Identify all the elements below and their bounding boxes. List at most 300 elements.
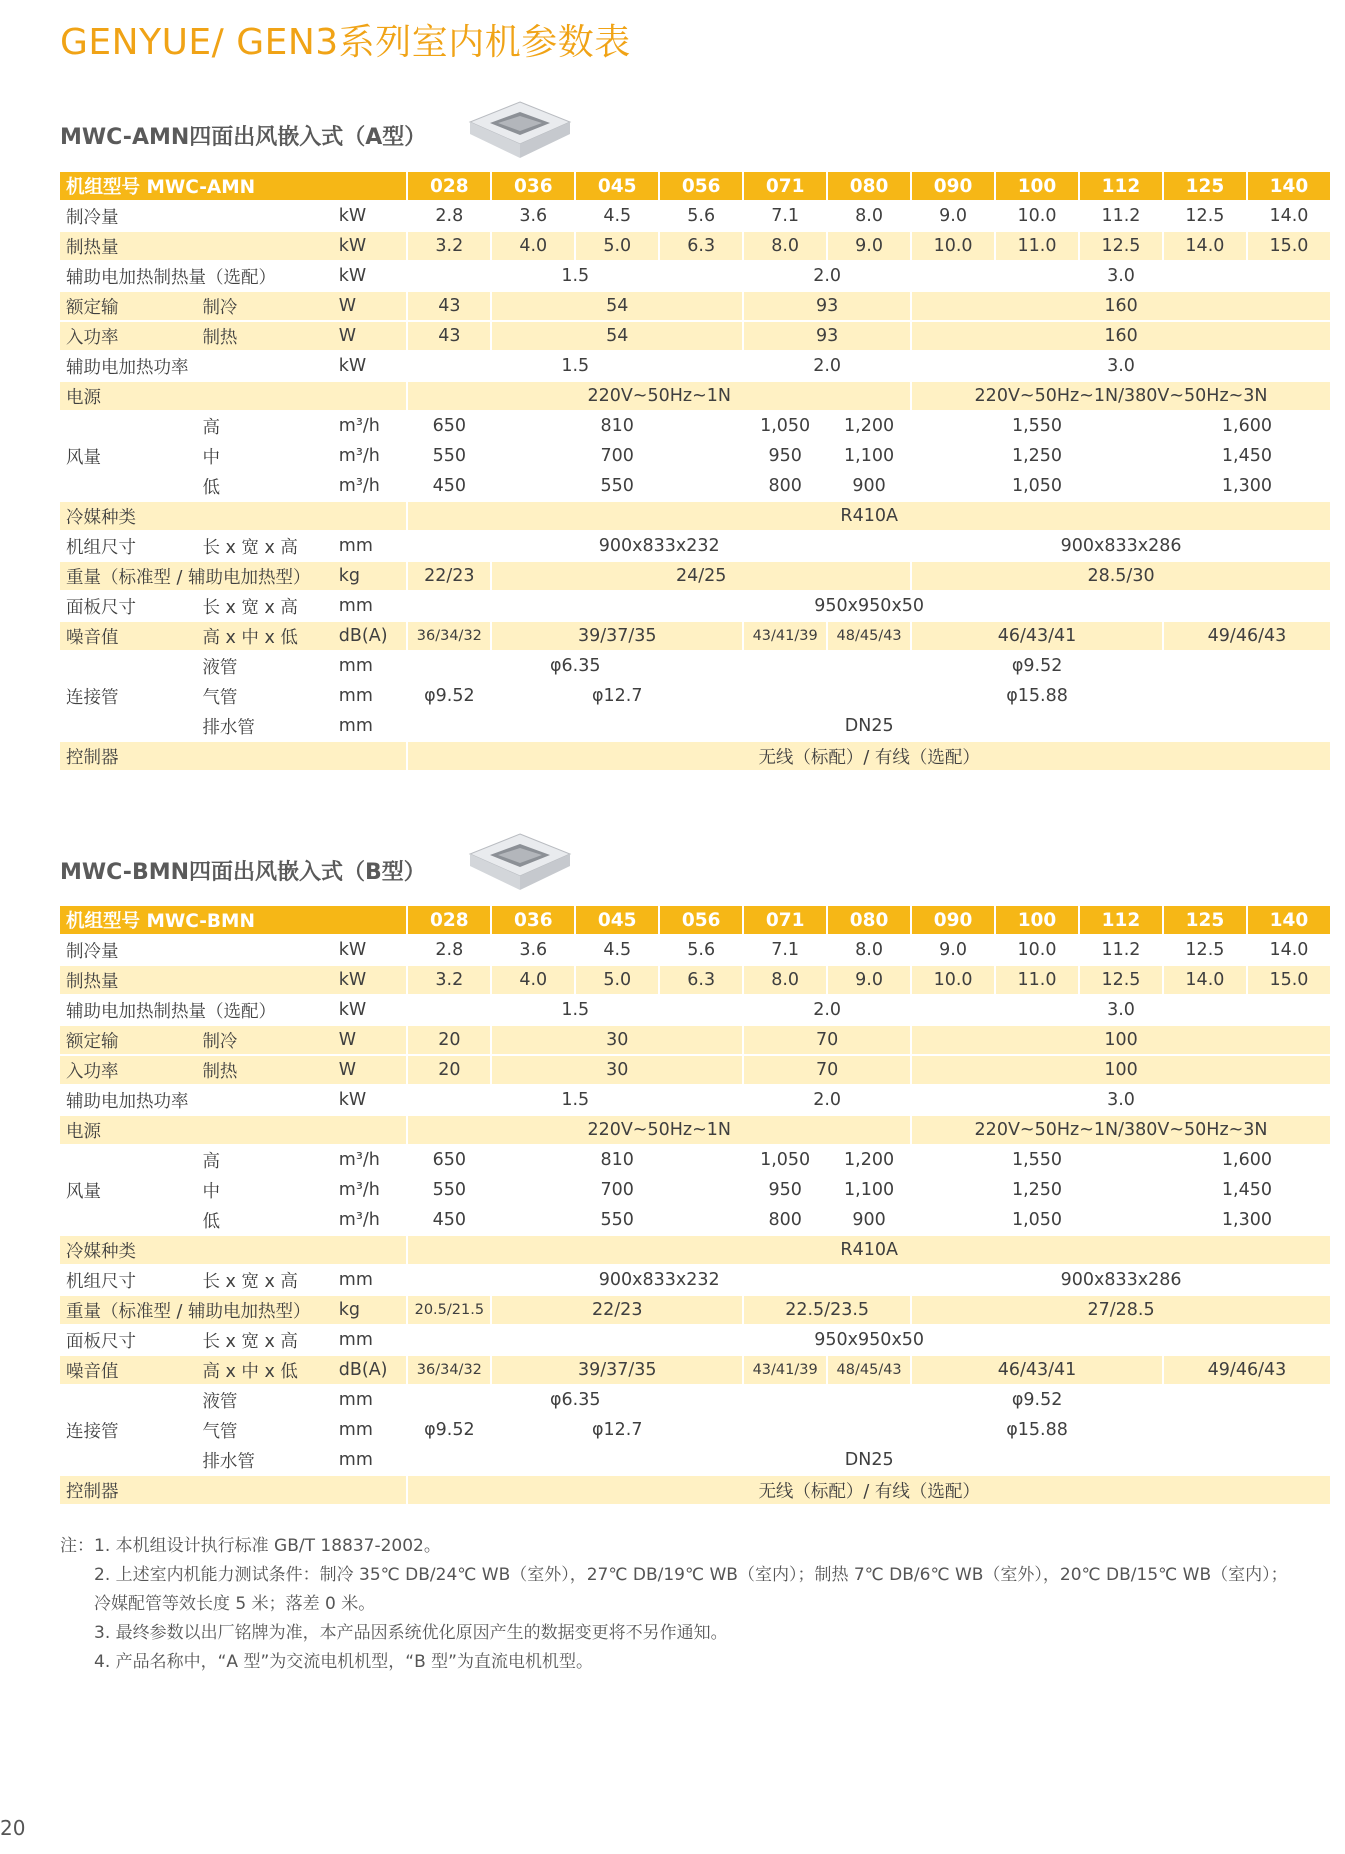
row-sublabel: 长 x 宽 x 高 xyxy=(196,532,330,562)
row-sublabel: 长 x 宽 x 高 xyxy=(196,1266,330,1296)
unit-label: dB(A) xyxy=(331,1356,407,1386)
unit-label: mm xyxy=(331,1446,407,1476)
value-cell: 1.5 xyxy=(406,352,742,382)
value-cell: 5.6 xyxy=(658,202,742,232)
value-cell: 2.0 xyxy=(742,262,910,292)
unit-label: W xyxy=(331,1056,407,1086)
value-cell: 8.0 xyxy=(826,202,910,232)
row-pipe-gas xyxy=(60,1416,1330,1446)
value-cell: 650 xyxy=(406,1146,490,1176)
value-cell: 550 xyxy=(490,1206,742,1236)
value-cell: 1.5 xyxy=(406,1086,742,1116)
value-cell: 700 xyxy=(490,1176,742,1206)
value-cell: 1,050 xyxy=(742,412,826,442)
row-label: 电源 xyxy=(60,1116,406,1146)
value-cell: 950x950x50 xyxy=(406,592,1330,622)
value-cell: 9.0 xyxy=(826,966,910,996)
unit-label: mm xyxy=(331,712,407,742)
value-cell: 650 xyxy=(406,412,490,442)
value-cell: 4.0 xyxy=(490,232,574,262)
value-cell: 900x833x232 xyxy=(406,1266,910,1296)
value-cell: 43/41/39 xyxy=(742,622,826,652)
value-cell: 48/45/43 xyxy=(826,622,910,652)
model-header-label: 机组型号 MWC-AMN xyxy=(60,172,406,202)
value-cell: 8.0 xyxy=(742,232,826,262)
value-cell: 8.0 xyxy=(826,936,910,966)
value-cell: 3.0 xyxy=(910,262,1330,292)
row-airflow-high xyxy=(60,1146,1330,1176)
unit-label: kW xyxy=(331,996,407,1026)
row-sublabel: 气管 xyxy=(196,682,330,712)
value-cell: 28.5/30 xyxy=(910,562,1330,592)
row-label: 辅助电加热功率 xyxy=(60,352,331,382)
page-title: GENYUE/ GEN3系列室内机参数表 xyxy=(60,22,631,63)
row-rated-power-heating xyxy=(60,322,1330,352)
unit-label: m³/h xyxy=(331,1146,407,1176)
value-cell: 14.0 xyxy=(1246,936,1330,966)
row-label: 额定输 xyxy=(60,1026,196,1056)
value-cell: 1,300 xyxy=(1162,472,1330,502)
model-code: 036 xyxy=(490,172,574,202)
value-cell: 3.2 xyxy=(406,966,490,996)
row-noise xyxy=(60,1356,1330,1386)
row-sublabel: 制热 xyxy=(196,322,330,352)
row-refrigerant xyxy=(60,502,1330,532)
value-cell: 900x833x232 xyxy=(406,532,910,562)
value-cell: 2.0 xyxy=(742,1086,910,1116)
spec-table-a xyxy=(60,172,1330,772)
value-cell: 900x833x286 xyxy=(910,1266,1330,1296)
value-cell: 1,200 xyxy=(826,1146,910,1176)
row-sublabel: 液管 xyxy=(196,1386,330,1416)
row-sublabel: 排水管 xyxy=(196,712,330,742)
cassette-ac-unit-icon xyxy=(468,832,572,892)
value-cell: φ12.7 xyxy=(490,682,742,712)
value-cell: 9.0 xyxy=(910,936,994,966)
value-cell: 11.0 xyxy=(994,232,1078,262)
value-cell: 900 xyxy=(826,472,910,502)
unit-label: kW xyxy=(331,262,407,292)
row-panel-size xyxy=(60,1326,1330,1356)
row-airflow-mid xyxy=(60,442,1330,472)
row-controller xyxy=(60,742,1330,772)
value-cell: φ6.35 xyxy=(406,652,742,682)
value-cell: 1,600 xyxy=(1162,412,1330,442)
row-label: 辅助电加热制热量（选配） xyxy=(60,262,331,292)
value-cell: 11.2 xyxy=(1078,202,1162,232)
unit-label: mm xyxy=(331,652,407,682)
value-cell: 12.5 xyxy=(1078,232,1162,262)
model-code: 112 xyxy=(1078,172,1162,202)
row-label: 机组尺寸 xyxy=(60,532,196,562)
value-cell: 46/43/41 xyxy=(910,1356,1162,1386)
value-cell: 54 xyxy=(490,292,742,322)
value-cell: φ9.52 xyxy=(742,1386,1330,1416)
unit-label: dB(A) xyxy=(331,622,407,652)
value-cell: 1,050 xyxy=(910,1206,1162,1236)
row-label: 控制器 xyxy=(60,1476,406,1506)
value-cell: 100 xyxy=(910,1056,1330,1086)
unit-label: kW xyxy=(331,202,407,232)
unit-label: mm xyxy=(331,1386,407,1416)
value-cell: 20 xyxy=(406,1056,490,1086)
value-cell: 70 xyxy=(742,1056,910,1086)
value-cell: 30 xyxy=(490,1026,742,1056)
value-cell: 9.0 xyxy=(910,202,994,232)
value-cell: φ9.52 xyxy=(406,1416,490,1446)
row-power-supply xyxy=(60,382,1330,412)
value-cell: 700 xyxy=(490,442,742,472)
row-pipe-liquid xyxy=(60,1386,1330,1416)
unit-label: W xyxy=(331,322,407,352)
row-label: 噪音值 xyxy=(60,622,196,652)
value-cell: 1,450 xyxy=(1162,442,1330,472)
value-cell: 9.0 xyxy=(826,232,910,262)
row-sublabel: 高 xyxy=(196,1146,330,1176)
row-label: 制热量 xyxy=(60,232,331,262)
row-sublabel: 气管 xyxy=(196,1416,330,1446)
model-code: 090 xyxy=(910,172,994,202)
value-cell: 39/37/35 xyxy=(490,1356,742,1386)
value-cell: 3.6 xyxy=(490,936,574,966)
value-cell: 10.0 xyxy=(994,936,1078,966)
row-unit-size xyxy=(60,532,1330,562)
value-cell: 3.2 xyxy=(406,232,490,262)
row-heating-capacity xyxy=(60,232,1330,262)
value-cell: φ6.35 xyxy=(406,1386,742,1416)
value-cell: 1,300 xyxy=(1162,1206,1330,1236)
value-cell: 1,200 xyxy=(826,412,910,442)
spec-table-b xyxy=(60,906,1330,1506)
value-cell: 900 xyxy=(826,1206,910,1236)
row-label: 重量（标准型 / 辅助电加热型） xyxy=(60,562,331,592)
value-cell: φ12.7 xyxy=(490,1416,742,1446)
unit-label: m³/h xyxy=(331,1206,407,1236)
value-cell: φ15.88 xyxy=(742,682,1330,712)
model-code: 125 xyxy=(1162,172,1246,202)
value-cell: 2.8 xyxy=(406,936,490,966)
value-cell: 950 xyxy=(742,442,826,472)
unit-label: W xyxy=(331,1026,407,1056)
value-cell: 10.0 xyxy=(994,202,1078,232)
row-sublabel: 排水管 xyxy=(196,1446,330,1476)
row-cooling-capacity xyxy=(60,202,1330,232)
value-cell: 810 xyxy=(490,1146,742,1176)
note-item xyxy=(60,1532,1288,1561)
row-sublabel: 低 xyxy=(196,472,330,502)
section-title-a: MWC-AMN四面出风嵌入式（A型） xyxy=(60,125,427,150)
row-label: 制冷量 xyxy=(60,936,331,966)
value-cell: 2.8 xyxy=(406,202,490,232)
value-cell: 1,050 xyxy=(910,472,1162,502)
row-noise xyxy=(60,622,1330,652)
row-heating-capacity xyxy=(60,966,1330,996)
value-cell: 93 xyxy=(742,292,910,322)
section-title-b: MWC-BMN四面出风嵌入式（B型） xyxy=(60,860,426,885)
table-header-row xyxy=(60,906,1330,936)
model-code: 140 xyxy=(1246,172,1330,202)
value-cell: 100 xyxy=(910,1026,1330,1056)
row-cooling-capacity xyxy=(60,936,1330,966)
unit-label: kW xyxy=(331,1086,407,1116)
value-cell: 1,450 xyxy=(1162,1176,1330,1206)
value-cell: 54 xyxy=(490,322,742,352)
value-cell: 7.1 xyxy=(742,202,826,232)
model-code: 125 xyxy=(1162,906,1246,936)
value-cell: 5.0 xyxy=(574,966,658,996)
value-cell: 14.0 xyxy=(1162,966,1246,996)
row-sublabel: 中 xyxy=(196,1176,330,1206)
unit-label: mm xyxy=(331,532,407,562)
value-cell: 15.0 xyxy=(1246,966,1330,996)
row-rated-power-cooling xyxy=(60,1026,1330,1056)
row-label: 面板尺寸 xyxy=(60,1326,196,1356)
value-cell: 1,050 xyxy=(742,1146,826,1176)
unit-label: kW xyxy=(331,232,407,262)
row-label: 风量 xyxy=(60,412,196,502)
note-text: 1. 本机组设计执行标准 GB/T 18837-2002。 xyxy=(94,1536,441,1556)
row-airflow-low xyxy=(60,472,1330,502)
row-sublabel: 高 xyxy=(196,412,330,442)
unit-label: mm xyxy=(331,1266,407,1296)
row-label: 辅助电加热功率 xyxy=(60,1086,331,1116)
value-cell: 48/45/43 xyxy=(826,1356,910,1386)
value-cell: 550 xyxy=(406,442,490,472)
unit-label: m³/h xyxy=(331,472,407,502)
value-cell: 2.0 xyxy=(742,996,910,1026)
row-sublabel: 制热 xyxy=(196,1056,330,1086)
model-code: 071 xyxy=(742,172,826,202)
value-cell: 24/25 xyxy=(490,562,910,592)
unit-label: kW xyxy=(331,352,407,382)
row-controller xyxy=(60,1476,1330,1506)
value-cell: 7.1 xyxy=(742,936,826,966)
row-label: 入功率 xyxy=(60,322,196,352)
value-cell: 5.0 xyxy=(574,232,658,262)
value-cell: 1,600 xyxy=(1162,1146,1330,1176)
row-label: 电源 xyxy=(60,382,406,412)
value-cell: 11.0 xyxy=(994,966,1078,996)
model-code: 100 xyxy=(994,172,1078,202)
row-power-supply xyxy=(60,1116,1330,1146)
note-item: 4. 产品名称中，“A 型”为交流电机机型，“B 型”为直流电机机型。 xyxy=(94,1652,593,1672)
value-cell: 450 xyxy=(406,472,490,502)
value-cell: 46/43/41 xyxy=(910,622,1162,652)
row-sublabel: 高 x 中 x 低 xyxy=(196,1356,330,1386)
row-airflow-mid xyxy=(60,1176,1330,1206)
value-cell: 14.0 xyxy=(1162,232,1246,262)
model-code: 045 xyxy=(574,906,658,936)
value-cell: 8.0 xyxy=(742,966,826,996)
unit-label: m³/h xyxy=(331,1176,407,1206)
row-aux-heating-capacity xyxy=(60,996,1330,1026)
row-label: 噪音值 xyxy=(60,1356,196,1386)
row-label: 连接管 xyxy=(60,1386,196,1476)
value-cell: 10.0 xyxy=(910,232,994,262)
value-cell: 93 xyxy=(742,322,910,352)
value-cell: 550 xyxy=(406,1176,490,1206)
unit-label: kg xyxy=(331,562,407,592)
note-item: 3. 最终参数以出厂铭牌为准，本产品因系统优化原因产生的数据变更将不另作通知。 xyxy=(94,1623,728,1643)
value-cell: 20 xyxy=(406,1026,490,1056)
value-cell: 3.6 xyxy=(490,202,574,232)
row-airflow-high xyxy=(60,412,1330,442)
value-cell: 22/23 xyxy=(406,562,490,592)
value-cell: 43 xyxy=(406,322,490,352)
value-cell: 1,100 xyxy=(826,1176,910,1206)
row-panel-size xyxy=(60,592,1330,622)
model-header-label: 机组型号 MWC-BMN xyxy=(60,906,406,936)
value-cell: 6.3 xyxy=(658,966,742,996)
row-rated-power-cooling xyxy=(60,292,1330,322)
value-cell: 5.6 xyxy=(658,936,742,966)
value-cell: 30 xyxy=(490,1056,742,1086)
unit-label: m³/h xyxy=(331,442,407,472)
value-cell: 1,250 xyxy=(910,1176,1162,1206)
note-item: 2. 上述室内机能力测试条件：制冷 35℃ DB/24℃ WB（室外），27℃ DB/19℃ WB（室内）；制热 7℃ DB/6℃ WB（室外），20℃ DB/15℃ WB（室内）； xyxy=(94,1565,1288,1585)
row-label: 重量（标准型 / 辅助电加热型） xyxy=(60,1296,331,1326)
value-cell: 36/34/32 xyxy=(406,622,490,652)
value-cell: 1,550 xyxy=(910,1146,1162,1176)
value-cell: 800 xyxy=(742,1206,826,1236)
model-code: 112 xyxy=(1078,906,1162,936)
page-number: 20 xyxy=(0,1816,26,1840)
value-cell: 22.5/23.5 xyxy=(742,1296,910,1326)
row-sublabel: 低 xyxy=(196,1206,330,1236)
notes xyxy=(60,1532,1288,1677)
unit-label: W xyxy=(331,292,407,322)
row-aux-heating-capacity xyxy=(60,262,1330,292)
value-cell: 160 xyxy=(910,322,1330,352)
value-cell: 10.0 xyxy=(910,966,994,996)
note-item: 冷媒配管等效长度 5 米；落差 0 米。 xyxy=(94,1594,376,1614)
value-cell: 1,100 xyxy=(826,442,910,472)
value-cell: 1.5 xyxy=(406,996,742,1026)
value-cell: 22/23 xyxy=(490,1296,742,1326)
row-label: 入功率 xyxy=(60,1056,196,1086)
value-cell: 无线（标配）/ 有线（选配） xyxy=(406,1476,1330,1506)
unit-label: mm xyxy=(331,1326,407,1356)
row-pipe-drain xyxy=(60,712,1330,742)
value-cell: 3.0 xyxy=(910,996,1330,1026)
model-code: 045 xyxy=(574,172,658,202)
unit-label: mm xyxy=(331,592,407,622)
unit-label: mm xyxy=(331,1416,407,1446)
unit-label: kg xyxy=(331,1296,407,1326)
value-cell: 450 xyxy=(406,1206,490,1236)
unit-label: kW xyxy=(331,936,407,966)
value-cell: φ9.52 xyxy=(742,652,1330,682)
row-sublabel: 中 xyxy=(196,442,330,472)
model-code: 036 xyxy=(490,906,574,936)
value-cell: 49/46/43 xyxy=(1162,622,1330,652)
table-header-row xyxy=(60,172,1330,202)
notes-lead: 注： xyxy=(60,1536,94,1556)
value-cell: 20.5/21.5 xyxy=(406,1296,490,1326)
row-sublabel: 制冷 xyxy=(196,1026,330,1056)
value-cell: 550 xyxy=(490,472,742,502)
value-cell: 810 xyxy=(490,412,742,442)
model-code: 090 xyxy=(910,906,994,936)
value-cell: 220V~50Hz~1N xyxy=(406,382,910,412)
model-code: 056 xyxy=(658,172,742,202)
value-cell: DN25 xyxy=(406,712,1330,742)
value-cell: 36/34/32 xyxy=(406,1356,490,1386)
value-cell: R410A xyxy=(406,1236,1330,1266)
value-cell: φ15.88 xyxy=(742,1416,1330,1446)
row-label: 冷媒种类 xyxy=(60,502,406,532)
row-sublabel: 高 x 中 x 低 xyxy=(196,622,330,652)
row-unit-size xyxy=(60,1266,1330,1296)
unit-label: m³/h xyxy=(331,412,407,442)
value-cell: DN25 xyxy=(406,1446,1330,1476)
row-label: 辅助电加热制热量（选配） xyxy=(60,996,331,1026)
row-label: 制热量 xyxy=(60,966,331,996)
value-cell: 220V~50Hz~1N/380V~50Hz~3N xyxy=(910,1116,1330,1146)
model-code: 071 xyxy=(742,906,826,936)
value-cell: 950x950x50 xyxy=(406,1326,1330,1356)
row-label: 面板尺寸 xyxy=(60,592,196,622)
row-label: 制冷量 xyxy=(60,202,331,232)
row-refrigerant xyxy=(60,1236,1330,1266)
value-cell: 4.5 xyxy=(574,936,658,966)
value-cell: 800 xyxy=(742,472,826,502)
value-cell: 12.5 xyxy=(1162,202,1246,232)
value-cell: 1,250 xyxy=(910,442,1162,472)
value-cell: 15.0 xyxy=(1246,232,1330,262)
value-cell: 49/46/43 xyxy=(1162,1356,1330,1386)
row-aux-heating-power xyxy=(60,352,1330,382)
value-cell: 220V~50Hz~1N/380V~50Hz~3N xyxy=(910,382,1330,412)
value-cell: 11.2 xyxy=(1078,936,1162,966)
row-sublabel: 长 x 宽 x 高 xyxy=(196,1326,330,1356)
row-pipe-gas xyxy=(60,682,1330,712)
model-code: 100 xyxy=(994,906,1078,936)
cassette-ac-unit-icon xyxy=(468,100,572,160)
value-cell: 160 xyxy=(910,292,1330,322)
model-code: 080 xyxy=(826,906,910,936)
unit-label: mm xyxy=(331,682,407,712)
model-code: 080 xyxy=(826,172,910,202)
value-cell: 12.5 xyxy=(1078,966,1162,996)
row-weight xyxy=(60,562,1330,592)
value-cell: 无线（标配）/ 有线（选配） xyxy=(406,742,1330,772)
value-cell: 3.0 xyxy=(910,1086,1330,1116)
model-code: 028 xyxy=(406,906,490,936)
row-aux-heating-power xyxy=(60,1086,1330,1116)
row-label: 风量 xyxy=(60,1146,196,1236)
model-code: 056 xyxy=(658,906,742,936)
row-label: 机组尺寸 xyxy=(60,1266,196,1296)
row-pipe-drain xyxy=(60,1446,1330,1476)
value-cell: 14.0 xyxy=(1246,202,1330,232)
value-cell: 4.0 xyxy=(490,966,574,996)
row-rated-power-heating xyxy=(60,1056,1330,1086)
value-cell: 27/28.5 xyxy=(910,1296,1330,1326)
row-pipe-liquid xyxy=(60,652,1330,682)
row-sublabel: 制冷 xyxy=(196,292,330,322)
row-label: 连接管 xyxy=(60,652,196,742)
value-cell: 1,550 xyxy=(910,412,1162,442)
value-cell: 43/41/39 xyxy=(742,1356,826,1386)
row-weight xyxy=(60,1296,1330,1326)
value-cell: 2.0 xyxy=(742,352,910,382)
value-cell: 900x833x286 xyxy=(910,532,1330,562)
row-label: 冷媒种类 xyxy=(60,1236,406,1266)
value-cell: 1.5 xyxy=(406,262,742,292)
value-cell: R410A xyxy=(406,502,1330,532)
value-cell: 4.5 xyxy=(574,202,658,232)
